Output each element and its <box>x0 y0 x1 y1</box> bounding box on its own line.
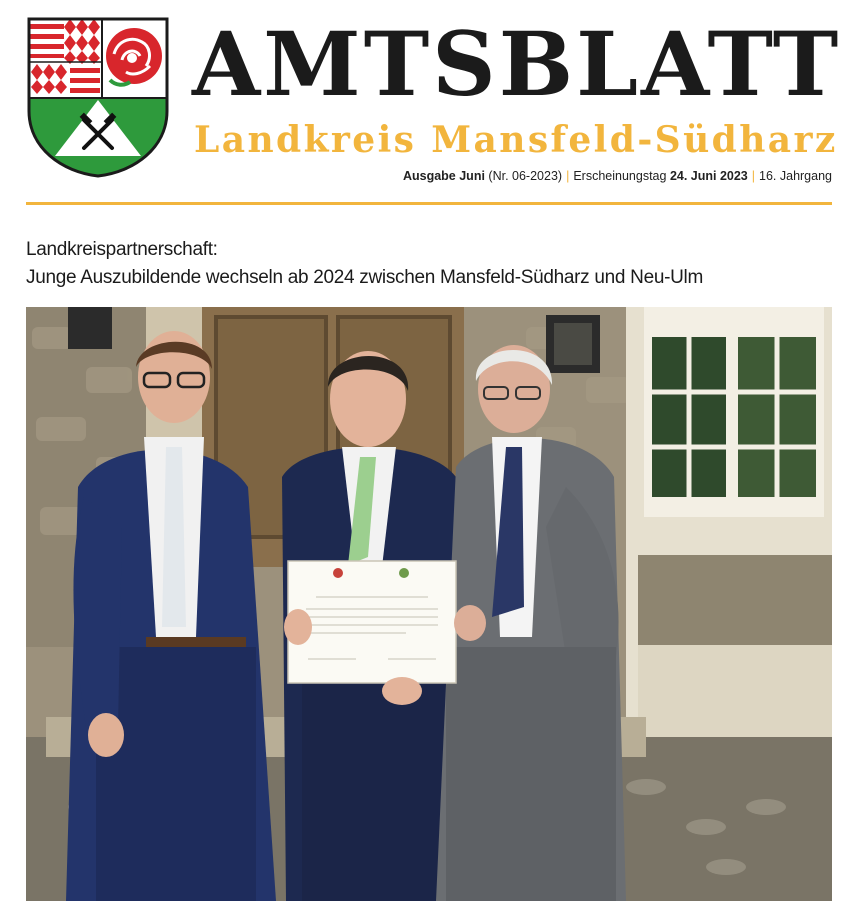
issue-number: (Nr. 06-2023) <box>488 169 563 183</box>
date-value: 24. Juni 2023 <box>669 169 748 183</box>
headline-kicker: Landkreispartnerschaft: <box>26 239 218 260</box>
volume: 16. Jahrgang <box>759 169 832 183</box>
header-divider <box>26 202 832 205</box>
article-headline <box>26 236 832 292</box>
separator: | <box>751 169 756 183</box>
issue-info <box>403 169 832 183</box>
coat-of-arms-logo <box>26 16 170 178</box>
masthead-subtitle: Landkreis Mansfeld-Südharz <box>194 119 838 161</box>
masthead-title: AMTSBLATT <box>192 12 842 116</box>
article-photo <box>26 307 832 901</box>
headline-title: Junge Auszubildende wechseln ab 2024 zwischen Mansfeld-Südharz und Neu-Ulm <box>26 267 703 288</box>
separator: | <box>566 169 570 183</box>
date-label: Erscheinungstag <box>573 169 667 183</box>
issue-label: Ausgabe Juni <box>402 169 485 183</box>
